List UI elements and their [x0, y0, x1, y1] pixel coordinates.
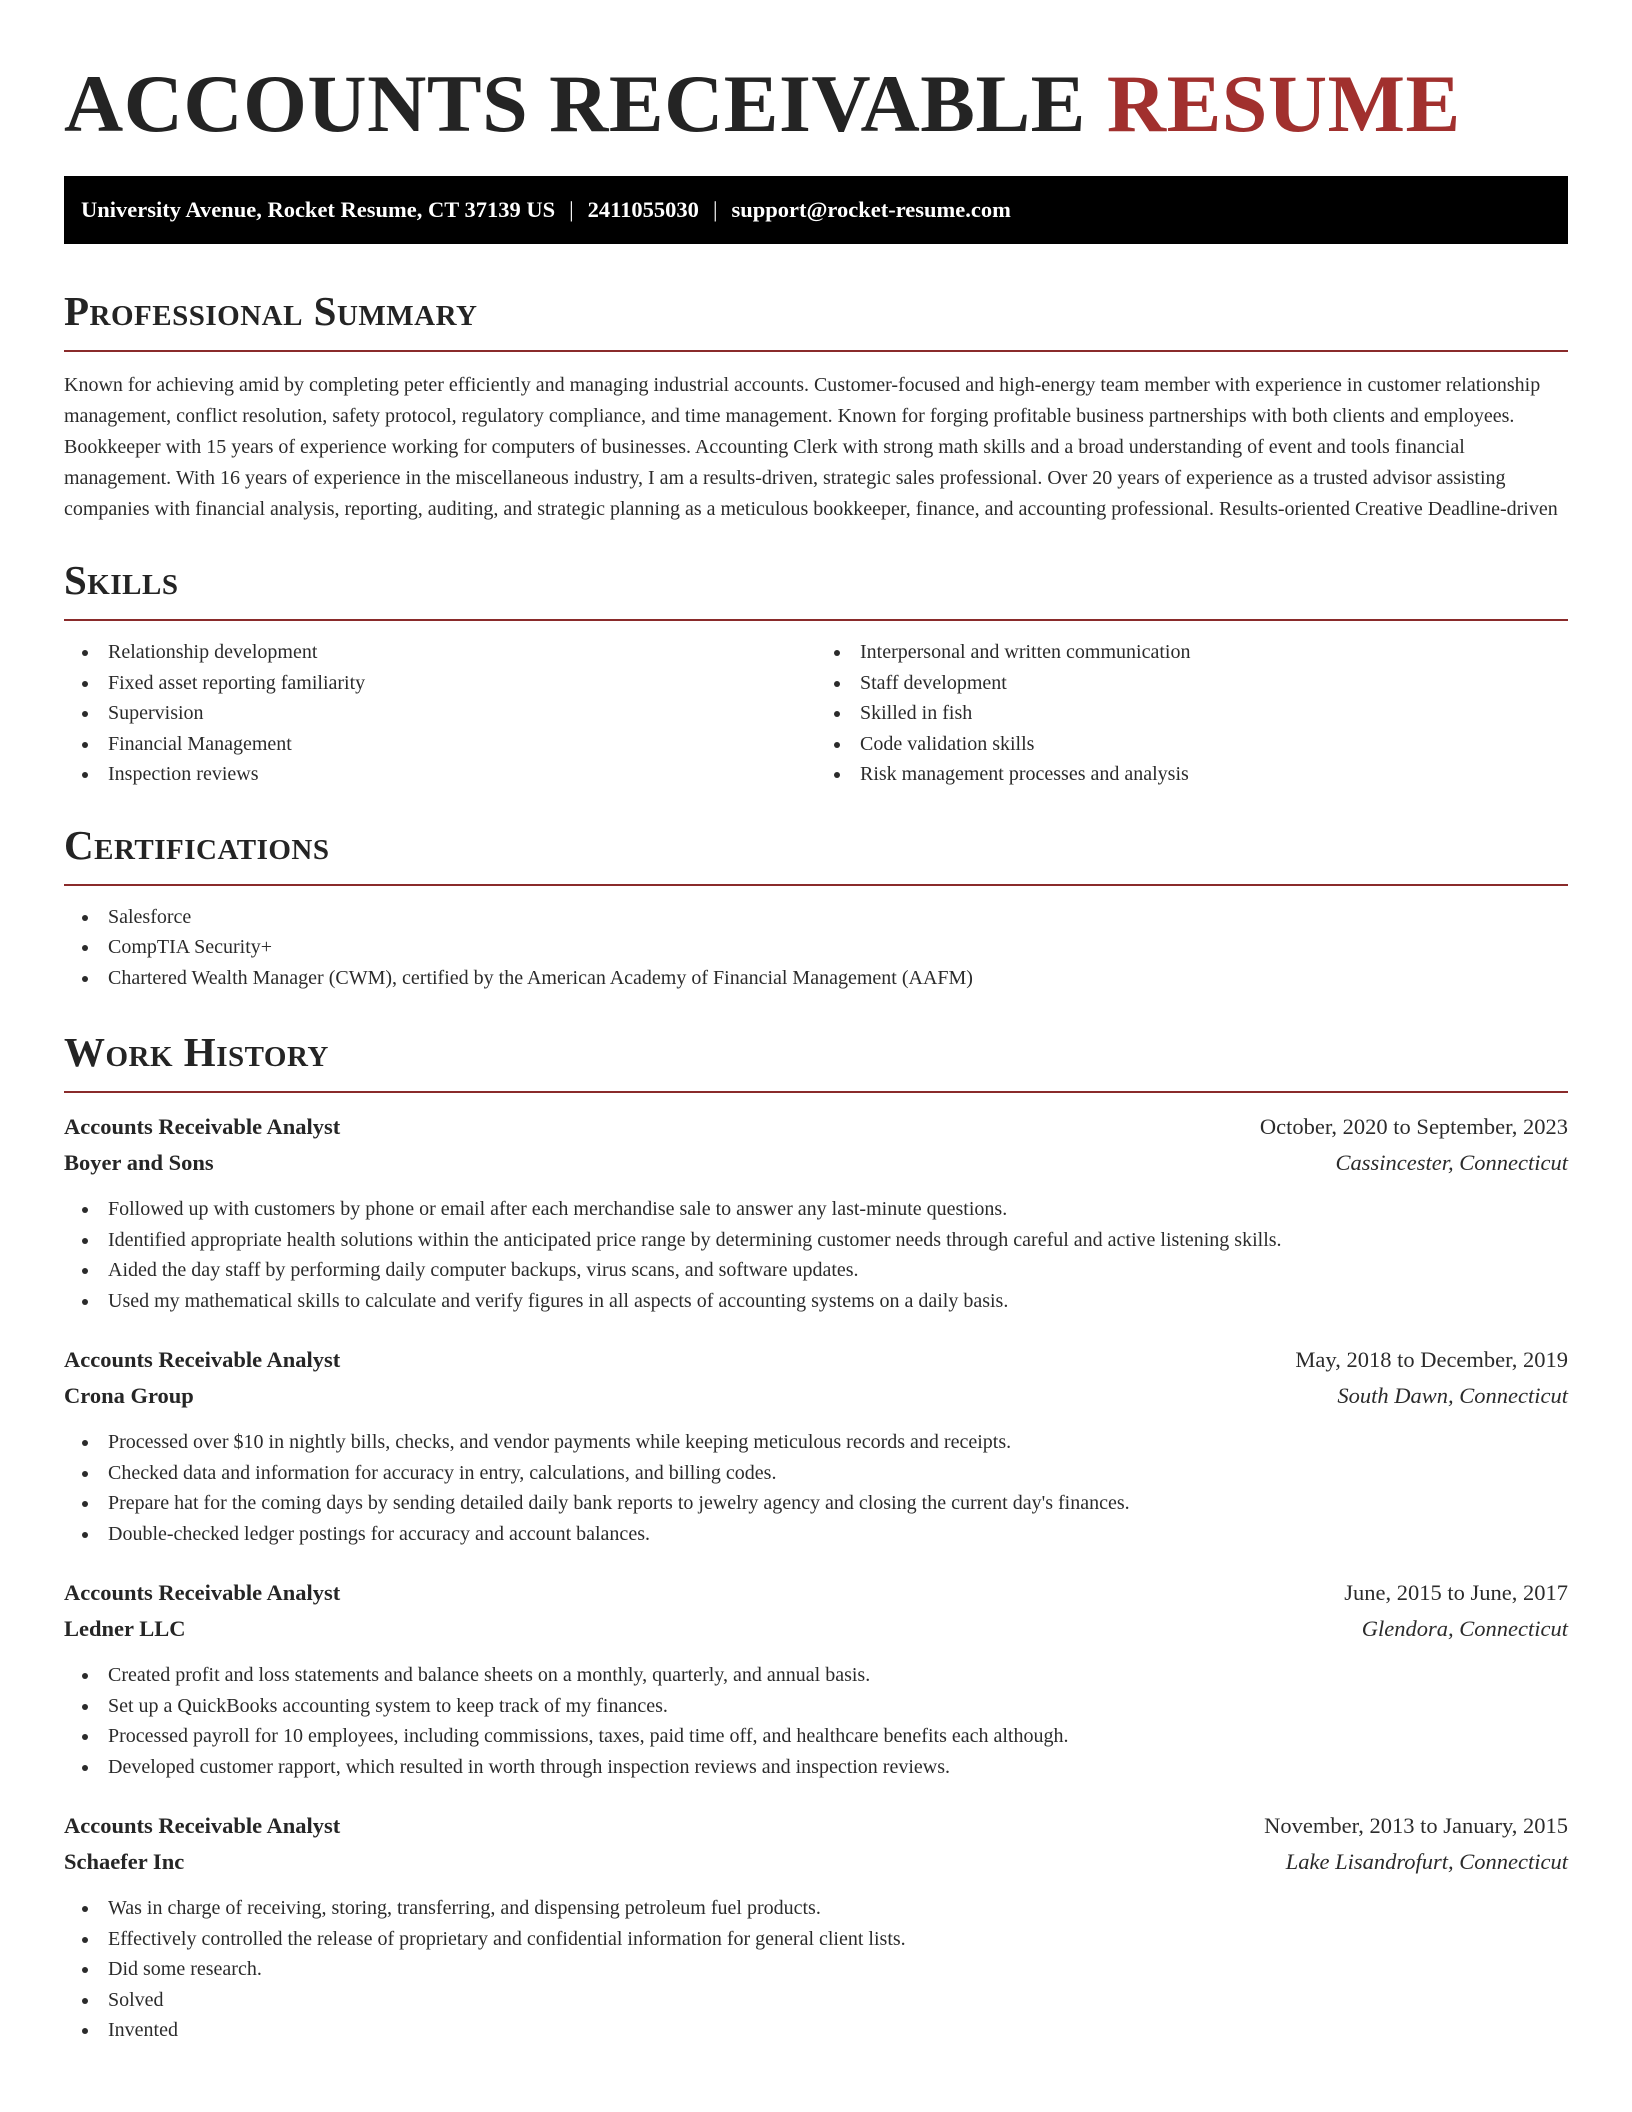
- skill-item: Interpersonal and written communication: [816, 637, 1568, 668]
- section-divider: [64, 1091, 1568, 1093]
- contact-phone: 2411055030: [587, 197, 699, 222]
- job-duty-item: Prepare hat for the coming days by sending detailed daily bank reports to jewelry agency and closing the current day's finances.: [64, 1488, 1568, 1519]
- job-entry: [64, 1808, 1568, 2046]
- job-company-row: [64, 1844, 1568, 1880]
- summary-section: [64, 286, 1568, 525]
- job-duty-item: Solved: [64, 1985, 1568, 2016]
- section-divider: [64, 619, 1568, 621]
- job-company: Boyer and Sons: [64, 1150, 214, 1175]
- certification-item: Chartered Wealth Manager (CWM), certified by the American Academy of Financial Management (AAFM): [64, 963, 1568, 994]
- job-duty-item: Invented: [64, 2015, 1568, 2046]
- title-main: ACCOUNTS RECEIVABLE: [64, 58, 1086, 149]
- job-header-row: [64, 1342, 1568, 1378]
- job-location: Glendora, Connecticut: [1361, 1616, 1568, 1641]
- job-location: Lake Lisandrofurt, Connecticut: [1285, 1849, 1568, 1874]
- job-duty-item: Was in charge of receiving, storing, transferring, and dispensing petroleum fuel products.: [64, 1893, 1568, 1924]
- skill-item: Risk management processes and analysis: [816, 759, 1568, 790]
- skills-column-left: [64, 637, 816, 790]
- contact-email: support@rocket-resume.com: [731, 197, 1011, 222]
- contact-separator: |: [712, 197, 718, 222]
- contact-separator: |: [569, 197, 574, 222]
- section-divider: [64, 884, 1568, 886]
- job-dates: October, 2020 to September, 2023: [1259, 1114, 1568, 1139]
- job-duty-item: Followed up with customers by phone or email after each merchandise sale to answer any last-minute questions.: [64, 1194, 1568, 1225]
- job-title: Accounts Receivable Analyst: [64, 1580, 341, 1605]
- job-duty-item: Created profit and loss statements and balance sheets on a monthly, quarterly, and annual basis.: [64, 1660, 1568, 1691]
- skill-item: Financial Management: [64, 729, 816, 760]
- work-history-heading: Work History: [64, 1029, 329, 1075]
- contact-bar: [64, 176, 1568, 244]
- job-dates: May, 2018 to December, 2019: [1295, 1347, 1568, 1372]
- skills-section: [64, 555, 1568, 790]
- job-location: Cassincester, Connecticut: [1335, 1150, 1568, 1175]
- skills-list-left: [64, 637, 816, 790]
- skill-item: Inspection reviews: [64, 759, 816, 790]
- summary-text: Known for achieving amid by completing peter efficiently and managing industrial accounts. Customer-focused and high-energy team member with experience in customer relationship management, conflict resolution, safety protocol, regulatory compliance, and time management. Known for forging profitable business partnerships with both clients and employees. Bookkeeper with 15 years of experience working for computers of businesses. Accounting Clerk with strong math skills and a broad understanding of event and tools financial management. With 16 years of experience in the miscellaneous industry, I am a results-driven, strategic sales professional. Over 20 years of experience as a trusted advisor assisting companies with financial analysis, reporting, auditing, and strategic planning as a meticulous bookkeeper, finance, and accounting professional. Results-oriented Creative Deadline-driven: [64, 374, 1558, 520]
- contact-address: University Avenue, Rocket Resume, CT 37139 US: [81, 197, 556, 222]
- certification-item: Salesforce: [64, 902, 1568, 933]
- job-duties-list: [64, 1427, 1568, 1549]
- skill-item: Staff development: [816, 668, 1568, 699]
- job-title: Accounts Receivable Analyst: [64, 1114, 341, 1139]
- job-dates: June, 2015 to June, 2017: [1344, 1580, 1568, 1605]
- job-title: Accounts Receivable Analyst: [64, 1813, 341, 1838]
- title-accent: RESUME: [1106, 58, 1461, 149]
- job-duty-item: Checked data and information for accuracy in entry, calculations, and billing codes.: [64, 1458, 1568, 1489]
- job-duty-item: Developed customer rapport, which resulted in worth through inspection reviews and inspection reviews.: [64, 1752, 1568, 1783]
- job-header-row: [64, 1808, 1568, 1844]
- job-duty-item: Did some research.: [64, 1954, 1568, 1985]
- summary-heading: Professional Summary: [64, 288, 478, 334]
- job-company: Crona Group: [64, 1383, 194, 1408]
- section-divider: [64, 350, 1568, 352]
- skill-item: Fixed asset reporting familiarity: [64, 668, 816, 699]
- resume-title: [64, 0, 1568, 168]
- skills-list-right: [816, 637, 1568, 790]
- skill-item: Relationship development: [64, 637, 816, 668]
- skill-item: Skilled in fish: [816, 698, 1568, 729]
- skills-column-right: [816, 637, 1568, 790]
- job-duty-item: Effectively controlled the release of proprietary and confidential information for general client lists.: [64, 1924, 1568, 1955]
- certification-item: CompTIA Security+: [64, 932, 1568, 963]
- job-duties-list: [64, 1893, 1568, 2046]
- work-history-section: [64, 1027, 1568, 2046]
- job-entry: [64, 1342, 1568, 1549]
- job-duty-item: Processed over $10 in nightly bills, checks, and vendor payments while keeping meticulous records and receipts.: [64, 1427, 1568, 1458]
- job-company: Schaefer Inc: [64, 1849, 185, 1874]
- job-entry: [64, 1575, 1568, 1782]
- skill-item: Supervision: [64, 698, 816, 729]
- job-duty-item: Aided the day staff by performing daily computer backups, virus scans, and software updates.: [64, 1255, 1568, 1286]
- job-duty-item: Processed payroll for 10 employees, including commissions, taxes, paid time off, and healthcare benefits each although.: [64, 1721, 1568, 1752]
- job-location: South Dawn, Connecticut: [1337, 1383, 1568, 1408]
- job-dates: November, 2013 to January, 2015: [1264, 1813, 1568, 1838]
- job-company-row: [64, 1611, 1568, 1647]
- job-header-row: [64, 1109, 1568, 1145]
- job-company-row: [64, 1378, 1568, 1414]
- job-duties-list: [64, 1660, 1568, 1782]
- job-title: Accounts Receivable Analyst: [64, 1347, 341, 1372]
- skill-item: Code validation skills: [816, 729, 1568, 760]
- certifications-section: [64, 820, 1568, 994]
- certifications-list: [64, 902, 1568, 994]
- skills-grid: [64, 637, 1568, 790]
- skills-heading: Skills: [64, 557, 179, 603]
- job-entry: [64, 1109, 1568, 1316]
- job-duty-item: Identified appropriate health solutions within the anticipated price range by determining customer needs through careful and active listening skills.: [64, 1225, 1568, 1256]
- job-company: Ledner LLC: [64, 1616, 186, 1641]
- job-duties-list: [64, 1194, 1568, 1316]
- job-duty-item: Set up a QuickBooks accounting system to keep track of my finances.: [64, 1691, 1568, 1722]
- job-duty-item: Used my mathematical skills to calculate and verify figures in all aspects of accounting systems on a daily basis.: [64, 1286, 1568, 1317]
- job-duty-item: Double-checked ledger postings for accuracy and account balances.: [64, 1519, 1568, 1550]
- certifications-heading: Certifications: [64, 821, 330, 868]
- job-header-row: [64, 1575, 1568, 1611]
- job-company-row: [64, 1145, 1568, 1181]
